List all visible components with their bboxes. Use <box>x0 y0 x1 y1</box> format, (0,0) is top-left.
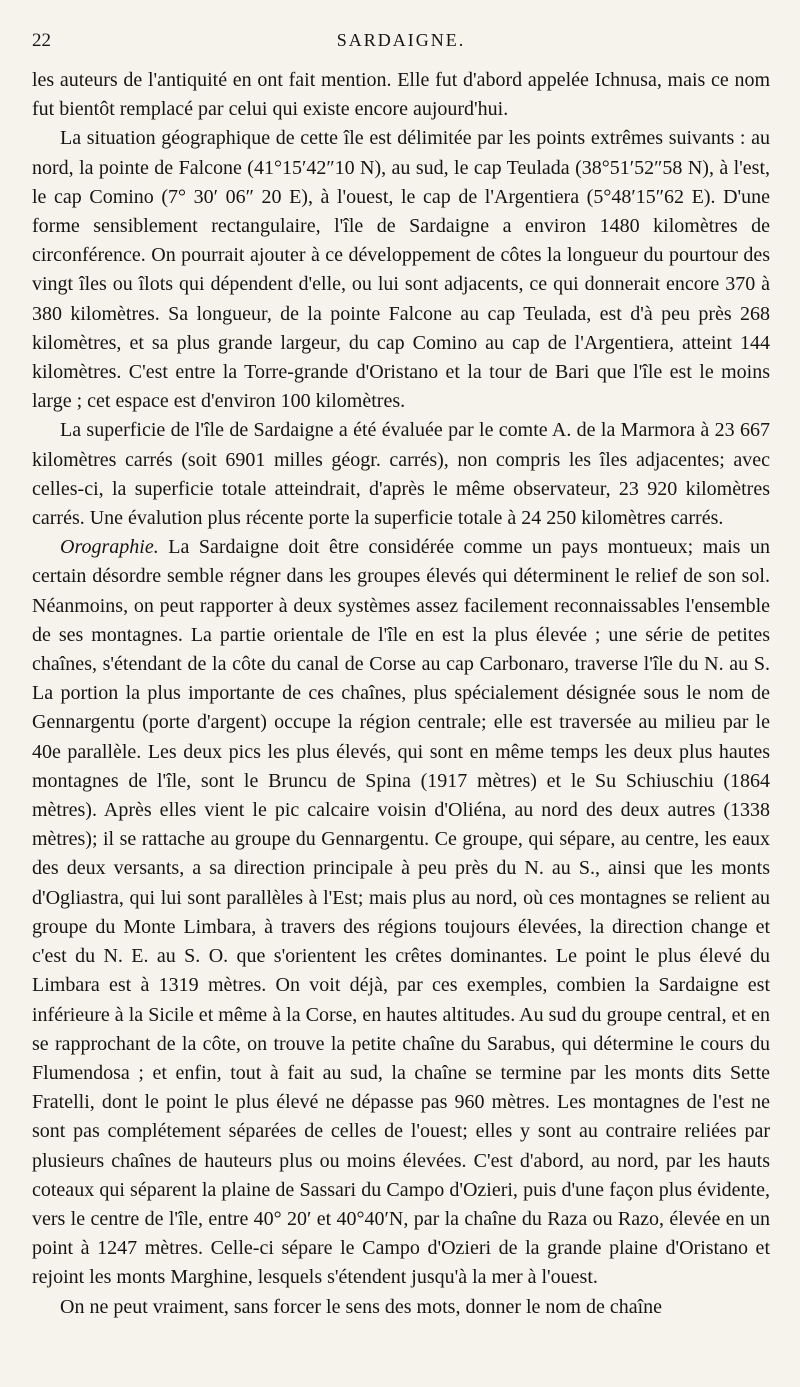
page-number: 22 <box>32 30 51 51</box>
paragraph <box>32 124 770 416</box>
paragraph <box>32 416 770 533</box>
paragraph-text: La superficie de l'île de Sardaigne a été évaluée par le comte A. de la Marmora à 23 667 kilomètres carrés (soit 6901 milles géogr. carrés), non compris les îles adjacentes; avec celles-ci, la superficie totale atteindrait, d'après le même observateur, 23 920 kilomètres carrés. Une évalution plus récente porte la superficie totale à 24 250 kilomètres carrés. <box>32 419 770 530</box>
body-text <box>32 66 770 1322</box>
paragraph-text: les auteurs de l'antiquité en ont fait mention. Elle fut d'abord appelée Ichnusa, mais ce nom fut bientôt remplacé par celui qui existe encore aujourd'hui. <box>32 69 770 121</box>
paragraph <box>32 1293 770 1322</box>
page-header <box>32 26 770 66</box>
paragraph <box>32 533 770 1292</box>
section-lead: Orographie. <box>60 536 159 559</box>
running-title: SARDAIGNE. <box>336 30 466 50</box>
paragraph-text: On ne peut vraiment, sans forcer le sens des mots, donner le nom de chaîne <box>60 1295 663 1318</box>
paragraph <box>32 66 770 124</box>
paragraph-text: La Sardaigne doit être considérée comme un pays montueux; mais un certain désordre semble régner dans les groupes élevés qui déterminent le relief de son sol. Néanmoins, on peut rapporter à deux systèmes assez facilement reconnaissables l'ensemble de ses montagnes. La partie orientale de l'île en est la plus élevée ; une série de petites chaînes, s'étendant de la côte du canal de Corse au cap Carbonaro, traverse l'île du N. au S. La portion la plus importante de ces chaînes, plus spécialement désignée sous le nom de Gennargentu (porte d'argent) occupe la région centrale; elle est traversée au milieu par le 40e parallèle. Les deux pics les plus élevés, qui sont en même temps les deux plus hautes montagnes de l'île, sont le Bruncu de Spina (1917 mètres) et le Su Schiuschiu (1864 mètres). Après elles vient le pic calcaire voisin d'Oliéna, au nord des deux autres (1338 mètres); il se rattache au groupe du Gennargentu. Ce groupe, qui sépare, au centre, les eaux des deux versants, a sa direction principale à peu près du N. au S., ainsi que les monts d'Ogliastra, qui lui sont parallèles à l'Est; mais plus au nord, où ces montagnes se relient au groupe du Monte Limbara, à travers des régions toujours élevées, la direction change et c'est du N. E. au S. O. que s'orientent les crêtes dominantes. Le point le plus élevé du Limbara est à 1319 mètres. On voit déjà, par ces exemples, combien la Sardaigne est inférieure à la Sicile et même à la Corse, en hautes altitudes. Au sud du groupe central, et en se rapprochant de la côte, on trouve la petite chaîne du Sarabus, qui détermine le cours du Flumendosa ; et enfin, tout à fait au sud, la chaîne se termine par les monts dits Sette Fratelli, dont le point le plus élevé ne dépasse pas 960 mètres. Les montagnes de l'est ne sont pas complétement séparées de celles de l'ouest; elles y sont au contraire reliées par plusieurs chaînes de hauteurs plus ou moins élevées. C'est d'abord, au nord, par les hauts coteaux qui séparent la plaine de Sassari du Campo d'Ozieri, puis d'une façon plus évidente, vers le centre de l'île, entre 40° 20′ et 40°40′N, par la chaîne du Raza ou Razo, élevée en un point à 1247 mètres. Celle-ci sépare le Campo d'Ozieri de la grande plaine d'Oristano et rejoint les monts Marghine, lesquels s'étendent jusqu'à la mer à l'ouest. <box>32 536 770 1289</box>
paragraph-text: La situation géographique de cette île est délimitée par les points extrêmes suivants : au nord, la pointe de Falcone (41°15′42″10 N), au sud, le cap Teulada (38°51′52″58 N), à l'est, le cap Comino (7° 30′ 06″ 20 E), à l'ouest, le cap de l'Argentiera (5°48′15″62 E). D'une forme sensiblement rectangulaire, l'île de Sardaigne a environ 1480 kilomètres de circonférence. On pourrait ajouter à ce développement de côtes la longueur du pourtour des vingt îles ou îlots qui dépendent d'elle, ou lui sont adjacents, ce qui donnerait encore 370 à 380 kilomètres. Sa longueur, de la pointe Falcone au cap Teulada, est d'à peu près 268 kilomètres, et sa plus grande largeur, du cap Comino au cap de l'Argentiera, atteint 144 kilomètres. C'est entre la Torre-grande d'Oristano et la tour de Bari que l'île est le moins large ; cet espace est d'environ 100 kilomètres. <box>32 127 770 413</box>
